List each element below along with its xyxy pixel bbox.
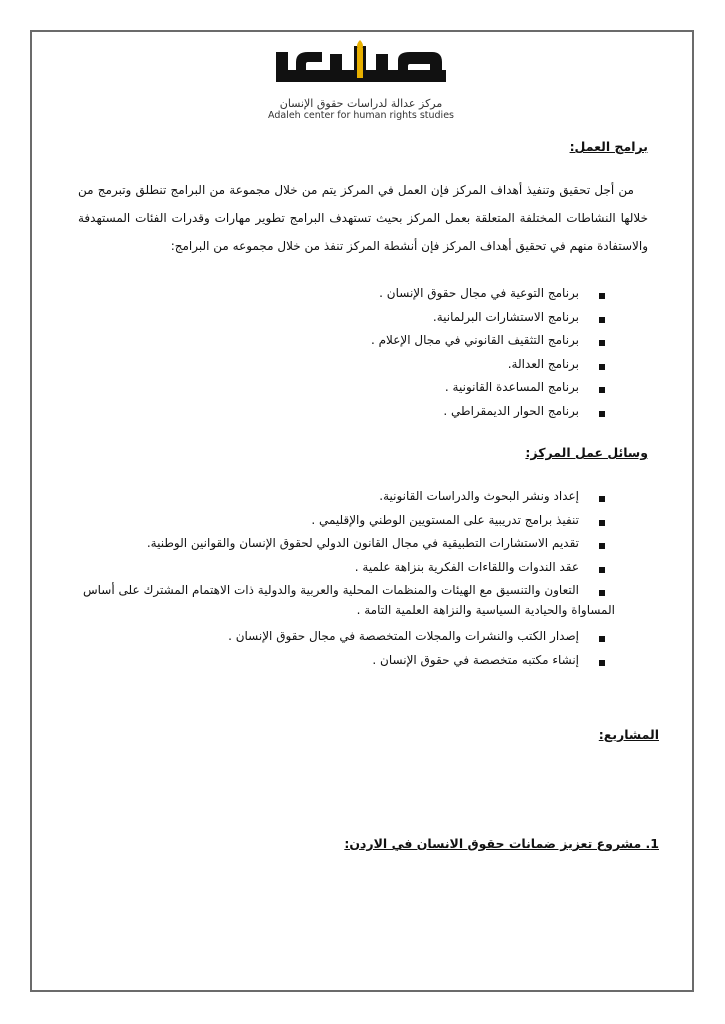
list-item [371, 380, 605, 404]
list-item-text: إصدار الكتب والنشرات والمجلات المتخصصة في مجال حقوق الإنسان . [228, 629, 579, 643]
programs-heading: برامج العمل: [569, 139, 648, 154]
square-bullet-icon [599, 411, 605, 417]
square-bullet-icon [599, 567, 605, 573]
list-item-text: برنامج الحوار الديمقراطي . [443, 403, 579, 418]
means-list [82, 489, 615, 676]
list-item-text: تنفيذ برامج تدريبية على المستويين الوطني والإقليمي . [311, 512, 579, 527]
list-item [83, 560, 605, 584]
list-item-text: التعاون والتنسيق مع الهيئات والمنظمات المحلية والعربية والدولية ذات الاهتمام المشترك على أساس [82, 583, 579, 597]
square-bullet-icon [599, 340, 605, 346]
programs-intro [78, 176, 648, 260]
square-bullet-icon [599, 590, 605, 596]
square-bullet-icon [599, 364, 605, 370]
square-bullet-icon [599, 293, 605, 299]
square-bullet-icon [599, 520, 605, 526]
list-item [371, 357, 605, 381]
list-item [83, 489, 605, 513]
list-item [83, 513, 605, 537]
projects-heading: المشاريع: [598, 727, 659, 742]
square-bullet-icon [599, 317, 605, 323]
list-item [82, 583, 615, 629]
square-bullet-icon [599, 496, 605, 502]
logo-arabic-caption: مركز عدالة لدراسات حقوق الإنسان [279, 97, 443, 110]
list-item [371, 286, 605, 310]
list-item [371, 333, 605, 357]
list-item [83, 653, 605, 677]
list-item-text: برنامج العدالة. [507, 356, 579, 371]
list-item-text: عقد الندوات واللقاءات الفكرية بنزاهة علمية . [354, 559, 579, 574]
adaleh-logo [268, 40, 454, 120]
list-item-text: برنامج التثقيف القانوني في مجال الإعلام . [371, 333, 579, 347]
means-heading: وسائل عمل المركز: [525, 445, 648, 460]
list-item-text: برنامج المساعدة القانونية . [444, 380, 579, 394]
list-item-text: إعداد ونشر البحوث والدراسات القانونية. [379, 489, 579, 503]
project-1-title: 1. مشروع تعزيز ضمانات حقوق الانسان في الاردن: [344, 836, 659, 851]
list-item [371, 404, 605, 428]
list-item-text: برنامج التوعية في مجال حقوق الإنسان . [379, 286, 579, 300]
square-bullet-icon [599, 387, 605, 393]
square-bullet-icon [599, 636, 605, 642]
programs-intro-text: من أجل تحقيق وتنفيذ أهداف المركز فإن العمل في المركز يتم من خلال مجموعة من البرامج تنطلق وتبرمج من خلالها النشاطات المختلفة المتعلقة بعمل المركز بحيث تستهدف البرامج تطوير مهارات وقدرات الفئات المستهدفة والاستفادة منهم في تحقيق أهداف المركز فإن أنشطة المركز تنفذ من خلال مجموعه من البرامج: [78, 183, 648, 253]
list-item-text: إنشاء مكتبه متخصصة في حقوق الإنسان . [372, 652, 579, 667]
logo-english-caption: Adaleh center for human rights studies [268, 110, 454, 121]
adaleh-wordmark-icon [268, 40, 454, 96]
list-item-continuation: المساواة والحيادية السياسية والنزاهة العلمية التامة . [356, 603, 615, 617]
square-bullet-icon [599, 543, 605, 549]
square-bullet-icon [599, 660, 605, 666]
list-item-text: برنامج الاستشارات البرلمانية. [432, 309, 579, 324]
programs-list [371, 286, 605, 427]
list-item [83, 536, 605, 560]
list-item [371, 310, 605, 334]
list-item-text: تقديم الاستشارات التطبيقية في مجال القانون الدولي لحقوق الإنسان والقوانين الوطنية. [146, 536, 579, 550]
list-item [83, 629, 605, 653]
